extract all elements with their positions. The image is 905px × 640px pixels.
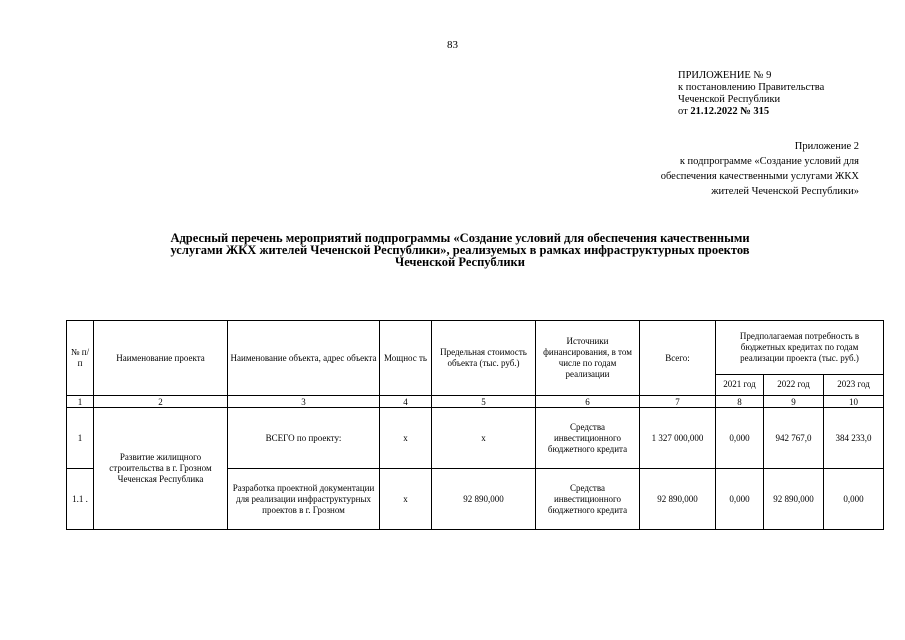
appendix-2-line3: обеспечения качественными услугами ЖКХ bbox=[660, 171, 859, 182]
page-number: 83 bbox=[447, 39, 458, 51]
col-number-2: 2 bbox=[94, 396, 228, 408]
title-line-3: Чеченской Республики bbox=[395, 255, 525, 269]
header-object: Наименование объекта, адрес объекта bbox=[228, 321, 380, 396]
header-row-1 bbox=[67, 321, 884, 375]
project-name: Развитие жилищного строительства в г. Грозном Чеченская Республика bbox=[94, 408, 228, 530]
y2021-value: 0,000 bbox=[716, 408, 764, 469]
table-row bbox=[67, 408, 884, 469]
max-cost-value: 92 890,000 bbox=[432, 469, 536, 530]
object-name: ВСЕГО по проекту: bbox=[228, 408, 380, 469]
row-number: 1 bbox=[67, 408, 94, 469]
y2023-value: 384 233,0 bbox=[824, 408, 884, 469]
appendix-9-block bbox=[678, 70, 824, 118]
title-line-2: услугами ЖКХ жителей Чеченской Республики», реализуемых в рамках инфраструктурных проектов bbox=[170, 243, 750, 257]
header-max-cost: Предельная стоимость объекта (тыс. руб.) bbox=[432, 321, 536, 396]
appendix-2-block bbox=[559, 139, 859, 199]
column-numbers-row bbox=[67, 396, 884, 408]
total-value: 1 327 000,000 bbox=[640, 408, 716, 469]
col-number-10: 10 bbox=[824, 396, 884, 408]
appendix-9-date bbox=[678, 106, 824, 118]
capacity-value: х bbox=[380, 469, 432, 530]
object-name: Разработка проектной документации для реализации инфраструктурных проектов в г. Грозном bbox=[228, 469, 380, 530]
col-number-3: 3 bbox=[228, 396, 380, 408]
header-2021: 2021 год bbox=[716, 374, 764, 395]
appendix-9-date-value: 21.12.2022 № 315 bbox=[690, 106, 770, 117]
y2021-value: 0,000 bbox=[716, 469, 764, 530]
y2023-value: 0,000 bbox=[824, 469, 884, 530]
y2022-value: 92 890,000 bbox=[764, 469, 824, 530]
col-number-1: 1 bbox=[67, 396, 94, 408]
appendix-2-heading: Приложение 2 bbox=[794, 141, 859, 152]
capacity-value: х bbox=[380, 408, 432, 469]
source-value: Средства инвестиционного бюджетного кредита bbox=[536, 469, 640, 530]
total-value: 92 890,000 bbox=[640, 469, 716, 530]
projects-table bbox=[66, 320, 884, 530]
header-num: № п/ п bbox=[67, 321, 94, 396]
appendix-2-line4: жителей Чеченской Республики» bbox=[711, 186, 859, 197]
appendix-9-date-prefix: от bbox=[678, 106, 691, 117]
header-2023: 2023 год bbox=[824, 374, 884, 395]
y2022-value: 942 767,0 bbox=[764, 408, 824, 469]
header-need: Предполагаемая потребность в бюджетных кредитах по годам реализации проекта (тыс. руб.) bbox=[716, 321, 884, 375]
col-number-4: 4 bbox=[380, 396, 432, 408]
col-number-5: 5 bbox=[432, 396, 536, 408]
max-cost-value: х bbox=[432, 408, 536, 469]
source-value: Средства инвестиционного бюджетного кредита bbox=[536, 408, 640, 469]
col-number-9: 9 bbox=[764, 396, 824, 408]
header-project: Наименование проекта bbox=[94, 321, 228, 396]
header-2022: 2022 год bbox=[764, 374, 824, 395]
row-number: 1.1 . bbox=[67, 469, 94, 530]
col-number-6: 6 bbox=[536, 396, 640, 408]
title-line-1: Адресный перечень мероприятий подпрограммы «Создание условий для обеспечения качественными bbox=[170, 231, 750, 245]
header-total: Всего: bbox=[640, 321, 716, 396]
col-number-8: 8 bbox=[716, 396, 764, 408]
document-title bbox=[60, 232, 860, 268]
header-sources: Источники финансирования, в том числе по годам реализации bbox=[536, 321, 640, 396]
appendix-2-line2: к подпрограмме «Создание условий для bbox=[679, 156, 859, 167]
header-capacity: Мощнос ть bbox=[380, 321, 432, 396]
appendix-9-line2: к постановлению Правительства bbox=[678, 82, 825, 93]
appendix-9-line3: Чеченской Республики bbox=[678, 94, 781, 105]
col-number-7: 7 bbox=[640, 396, 716, 408]
appendix-9-heading: ПРИЛОЖЕНИЕ № 9 bbox=[678, 70, 772, 81]
